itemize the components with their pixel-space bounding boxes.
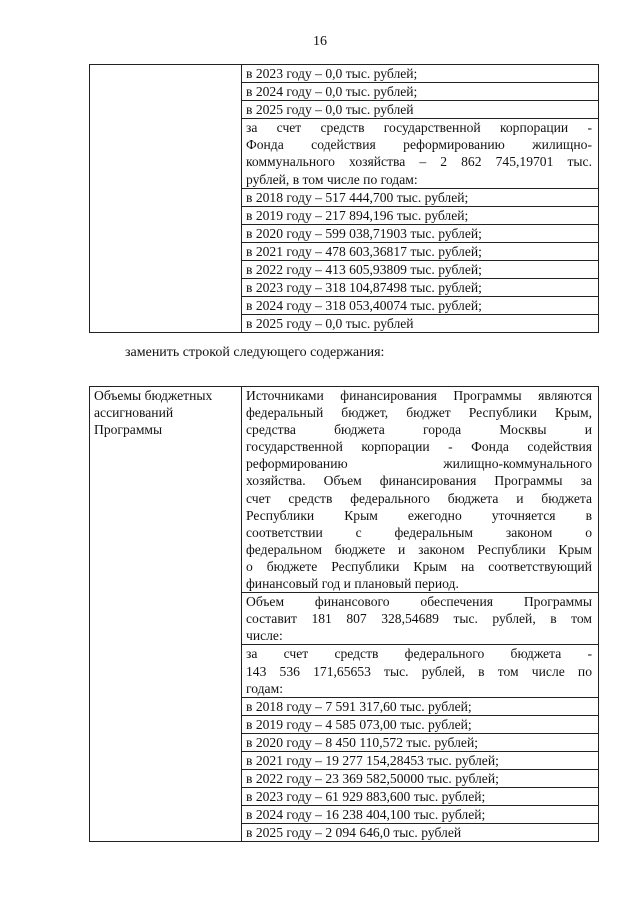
replacement-intro-text: заменить строкой следующего содержания: [125, 345, 385, 360]
paragraph-line: государственной корпорации - Фонда содействия [246, 439, 592, 455]
paragraph-line: федеральном бюджете и законом Республики Крым [246, 541, 592, 557]
paragraph-line: за счет средств федерального бюджета - [246, 646, 592, 662]
paragraph-line: годам: [246, 680, 283, 696]
paragraph-line: Республики Крым ежегодно уточняется в [246, 507, 592, 523]
paragraph-line: составит 181 807 328,54689 тыс. рублей, в том [246, 611, 592, 627]
page-number: 16 [313, 34, 327, 49]
empty-label-cell [90, 65, 242, 333]
year-line: в 2019 году – 217 894,196 тыс. рублей; [242, 207, 598, 225]
row-label-cell [90, 387, 242, 842]
paragraph-line: счет средств федерального бюджета и бюджета [246, 490, 592, 506]
year-line: в 2021 году – 19 277 154,28453 тыс. рублей; [242, 752, 598, 770]
year-line: в 2020 году – 8 450 110,572 тыс. рублей; [242, 734, 598, 752]
paragraph-line: федеральный бюджет, бюджет Республики Крым, [246, 405, 592, 421]
paragraph-line: средства бюджета города Москвы и [246, 422, 592, 438]
paragraph-line: коммунального хозяйства – 2 862 745,19701 тыс. [246, 154, 592, 170]
year-line: в 2021 году – 478 603,36817 тыс. рублей; [242, 243, 598, 261]
year-line: в 2025 году – 0,0 тыс. рублей [246, 316, 414, 332]
sources-paragraph [242, 387, 598, 593]
year-line: в 2024 году – 318 053,40074 тыс. рублей; [242, 297, 598, 315]
funding-table-continued [89, 64, 599, 333]
budget-allocations-table [89, 386, 599, 842]
year-line: в 2023 году – 61 929 883,600 тыс. рублей; [242, 788, 598, 806]
paragraph-line: хозяйства. Объем финансирования Программы за [246, 473, 592, 489]
fund-paragraph [242, 119, 598, 188]
year-line: в 2023 году – 318 104,87498 тыс. рублей; [242, 279, 598, 297]
year-line: в 2022 году – 413 605,93809 тыс. рублей; [242, 261, 598, 279]
year-line: в 2018 году – 517 444,700 тыс. рублей; [242, 189, 598, 207]
funding-values-cell [242, 65, 599, 333]
paragraph-line: реформированию жилищно-коммунального [246, 456, 592, 472]
year-line: в 2025 году – 2 094 646,0 тыс. рублей [246, 825, 462, 841]
paragraph-line: числе: [246, 628, 283, 644]
year-line: в 2024 году – 16 238 404,100 тыс. рублей; [242, 806, 598, 824]
row-label-line: Объемы бюджетных [94, 388, 213, 403]
year-line: в 2018 году – 7 591 317,60 тыс. рублей; [242, 698, 598, 716]
row-label-line: Программы [94, 422, 163, 438]
year-line: в 2019 году – 4 585 073,00 тыс. рублей; [242, 716, 598, 734]
paragraph-line: Фонда содействия реформированию жилищно- [246, 137, 592, 153]
paragraph-line: рублей, в том числе по годам: [246, 171, 418, 187]
year-line: в 2025 году – 0,0 тыс. рублей [242, 101, 598, 119]
paragraph-line: о бюджете Республики Крым на соответствующий [246, 558, 592, 574]
paragraph-line: за счет средств государственной корпорации - [246, 120, 592, 136]
paragraph-line: соответствии с федеральным законом о [246, 524, 592, 540]
paragraph-line: 143 536 171,65653 тыс. рублей, в том числе по [246, 663, 592, 679]
year-line: в 2020 году – 599 038,71903 тыс. рублей; [242, 225, 598, 243]
year-line: в 2022 году – 23 369 582,50000 тыс. рублей; [242, 770, 598, 788]
row-content-cell [242, 387, 599, 842]
paragraph-line: Объем финансового обеспечения Программы [246, 594, 592, 610]
row-label-line: ассигнований [94, 405, 174, 421]
year-line: в 2023 году – 0,0 тыс. рублей; [242, 65, 598, 83]
year-line: в 2024 году – 0,0 тыс. рублей; [242, 83, 598, 101]
federal-budget-paragraph [242, 645, 598, 697]
paragraph-line: Источниками финансирования Программы являются [246, 388, 592, 403]
paragraph-line: финансовый год и плановый период. [246, 576, 459, 592]
total-volume-paragraph [242, 593, 598, 645]
